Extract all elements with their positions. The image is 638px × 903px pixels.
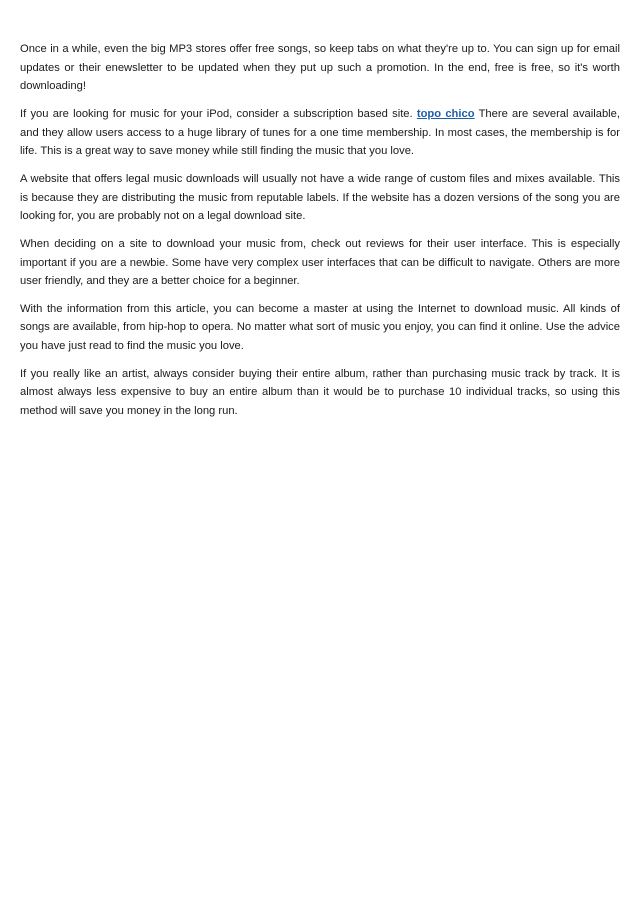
paragraph-text-before-link: If you are looking for music for your iPod, consider a subscription based site. bbox=[20, 107, 417, 120]
document-body bbox=[20, 40, 620, 430]
paragraph-subscription-site bbox=[20, 105, 620, 161]
paragraph-master-downloading: With the information from this article, you can become a master at using the Internet to download music. All kinds of songs are available, from hip-hop to opera. No matter what sort of music you enjoy, you can find it online. Use the advice you have just read to find the music you love. bbox=[20, 302, 620, 353]
paragraph-legal-downloads: A website that offers legal music downloads will usually not have a wide range of custom files and mixes available. This is because they are distributing the music from reputable labels. If the website has a dozen versions of the song you are looking for, you are probably not on a legal download site. bbox=[20, 172, 620, 223]
paragraph-text-after-link: There are several available, and they allow users access to a huge library of tunes for a one time membership. In most cases, the membership is for life. This is a great way to save money while still finding the music that you love. bbox=[20, 107, 621, 158]
topo-chico-link[interactable]: topo chico bbox=[416, 107, 475, 120]
paragraph-entire-album: If you really like an artist, always consider buying their entire album, rather than purchasing music track by track. It is almost always less expensive to buy an entire album than it would be to purchase 10 individual tracks, so using this method will save you money in the long run. bbox=[20, 367, 620, 418]
paragraph-free-songs: Once in a while, even the big MP3 stores offer free songs, so keep tabs on what they're up to. You can sign up for email updates or their enewsletter to be updated when they put up such a promotion. In the end, free is free, so it's worth downloading! bbox=[20, 43, 620, 93]
paragraph-user-interface: When deciding on a site to download your music from, check out reviews for their user interface. This is especially important if you are a newbie. Some have very complex user interfaces that can be difficult to navigate. Others are more user friendly, and they are a better choice for a beginner. bbox=[20, 237, 620, 288]
